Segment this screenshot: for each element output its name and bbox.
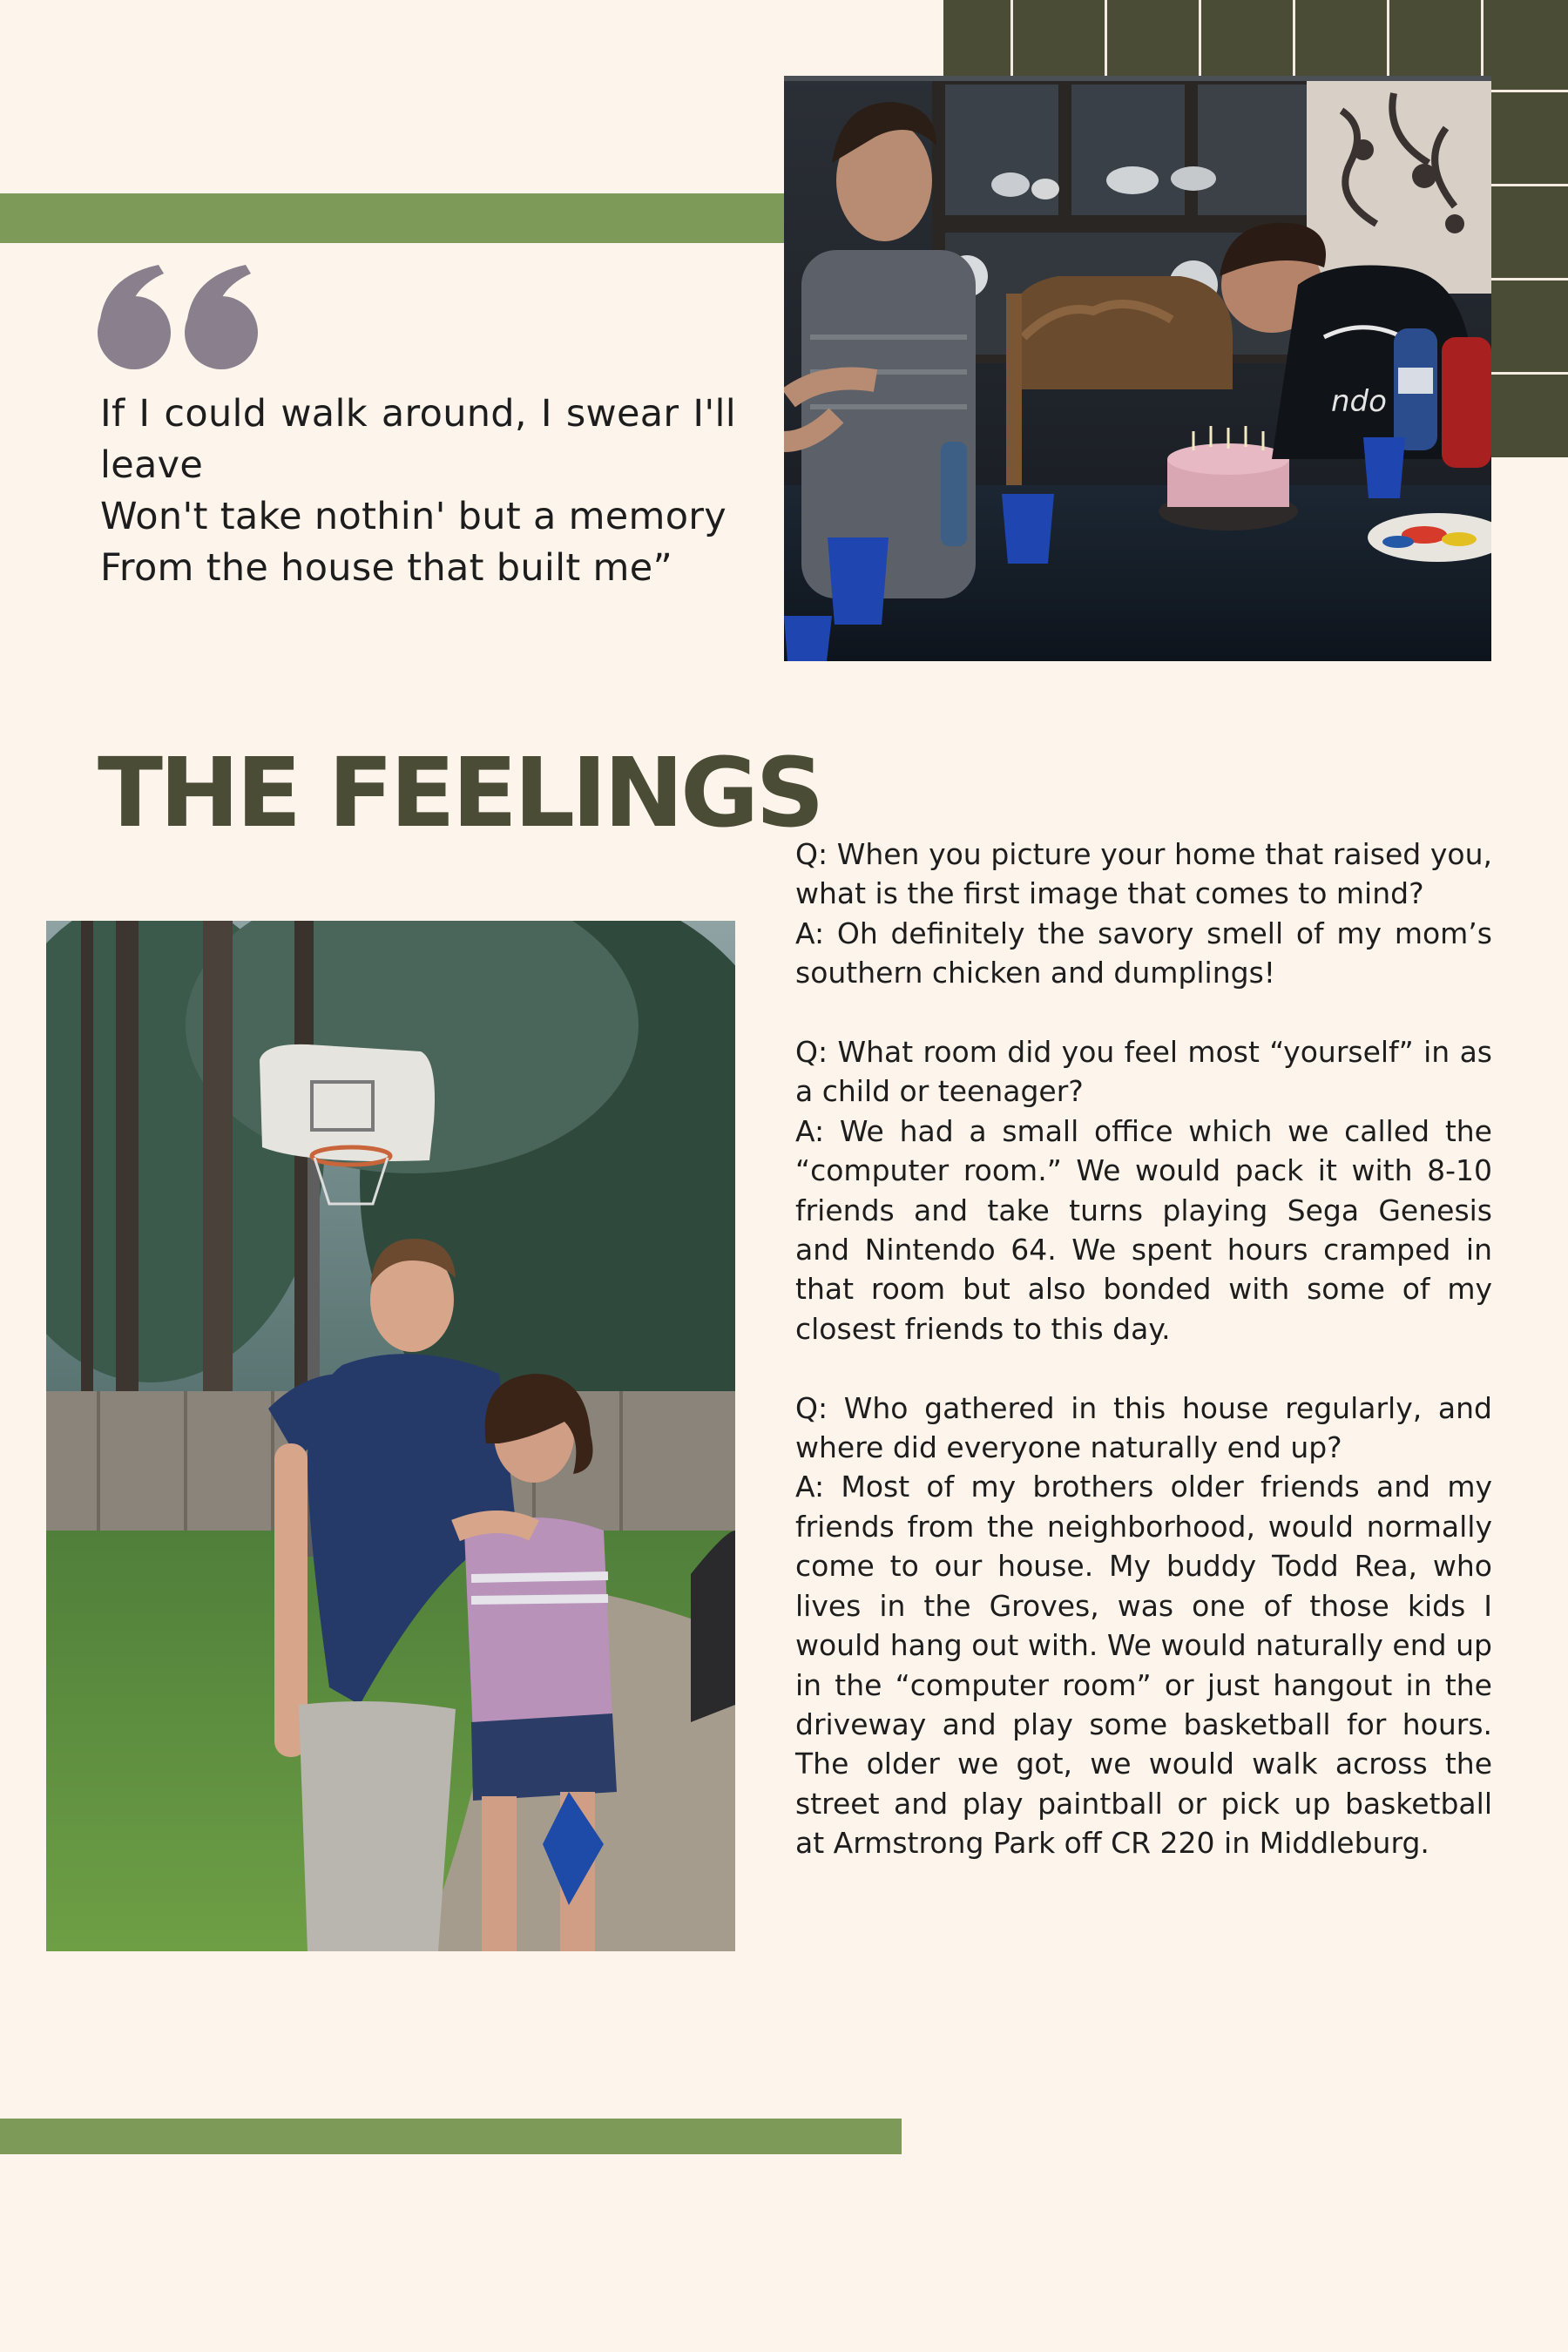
interview-text [795,835,1492,1863]
answer-2: A: We had a small office which we called the “computer room.” We would pack it with 8-10 friends and take turns playing Sega Genesis and Nintendo 64. We spent hours cramped in that room but also bonded with some of my closest friends to this day. [795,1113,1492,1346]
question-3: Q: Who gathered in this house regularly, and where did everyone naturally end up? [795,1390,1492,1465]
decorative-green-bar-top [0,193,788,243]
quote-line: If I could walk around, I swear I'll leave [100,392,736,487]
answer-3: A: Most of my brothers older friends and my friends from the neighborhood, would normally come to our house. My buddy Todd Rea, who lives in the Groves, was one of those kids I would hang out with. We would naturally end up in the “computer room” or just hangout in the driveway and play some basketball for hours. The older we got, we would walk across the street and play paintball or pick up basketball at Armstrong Park off CR 220 in Middleburg. [795,1470,1492,1861]
quote-line: Won't take nothin' but a memory [100,495,727,538]
quote-mark-icon [98,261,263,375]
quote-line: From the house that built me” [100,546,673,590]
question-1: Q: When you picture your home that raised you, what is the first image that comes to mind? [795,837,1492,911]
question-2: Q: What room did you feel most “yourself” in as a child or teenager? [795,1035,1492,1109]
birthday-party-photo [784,76,1491,661]
song-quote [100,389,736,594]
backyard-basketball-photo [46,921,735,1951]
answer-1: A: Oh definitely the savory smell of my mom’s southern chicken and dumplings! [795,916,1492,990]
svg-text:ndo: ndo [1331,384,1387,419]
section-heading: THE FEELINGS [98,737,821,848]
decorative-green-bar-bottom [0,2119,902,2154]
